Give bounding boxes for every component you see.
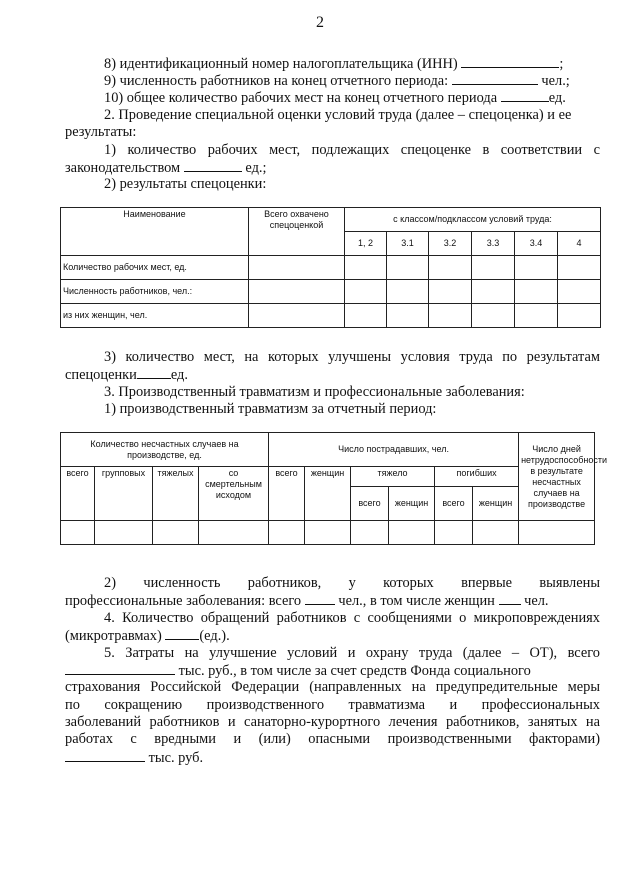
table-cell[interactable]	[472, 256, 515, 280]
table-cell[interactable]	[345, 256, 387, 280]
dead-women: женщин	[473, 487, 519, 521]
occupational-unit: чел.	[524, 593, 549, 609]
section-2-item-3: 3) количество мест, на которых улучшены условия труда по результатам	[104, 349, 600, 365]
section-2-item-3-unit: ед.	[170, 367, 188, 383]
table-cell[interactable]	[305, 521, 351, 545]
fss-costs-unit: тыс. руб.	[148, 750, 204, 766]
occupational-label: профессиональные заболевания: всего	[65, 593, 302, 609]
table-cell[interactable]	[558, 304, 601, 328]
item-10-label: 10) общее количество рабочих мест на конец отчетного периода	[104, 90, 498, 106]
class-4: 4	[558, 232, 601, 256]
section-2-item-1-unit: ед.;	[245, 160, 267, 176]
cases-severe: тяжелых	[153, 467, 199, 521]
class-3-1: 3.1	[387, 232, 429, 256]
table-cell[interactable]	[249, 280, 345, 304]
inn-field[interactable]	[461, 55, 559, 68]
header-class: с классом/подклассом условий труда:	[345, 208, 601, 232]
table-cell[interactable]	[429, 304, 472, 328]
section-5-line-5: заболеваний работников и санаторно-курортного лечения работников, занятых на	[65, 714, 600, 730]
item-8: 8) идентификационный номер налогоплательщика (ИНН) ;	[104, 56, 564, 72]
item-9-label: 9) численность работников на конец отчетного периода:	[104, 73, 449, 89]
table-row	[61, 521, 595, 545]
table-cell[interactable]	[473, 521, 519, 545]
section-2-item-1: 1) количество рабочих мест, подлежащих спецоценке в соответствии с	[104, 142, 600, 158]
table-cell[interactable]	[472, 304, 515, 328]
victims-dead: погибших	[435, 467, 519, 487]
section-5-line-2	[65, 662, 531, 680]
class-1-2: 1, 2	[345, 232, 387, 256]
table-cell[interactable]	[429, 280, 472, 304]
table-cell[interactable]	[472, 280, 515, 304]
cases-group: групповых	[95, 467, 153, 521]
occupational-women-label: чел., в том числе женщин	[338, 593, 495, 609]
section-3-heading: 3. Производственный травматизм и профессиональные заболевания:	[104, 384, 525, 400]
section-4-heading: 4. Количество обращений работников с сообщениями о микроповреждениях	[104, 610, 600, 626]
row-label: Количество рабочих мест, ед.	[61, 256, 249, 280]
dead-total: всего	[435, 487, 473, 521]
victims-women: женщин	[305, 467, 351, 521]
table-cell[interactable]	[61, 521, 95, 545]
injuries-table	[60, 432, 608, 545]
microtrauma-unit: (ед.).	[199, 628, 230, 644]
row-label: Численность работников, чел.:	[61, 280, 249, 304]
microtrauma-label: (микротравмах)	[65, 628, 162, 644]
victims-severe: тяжело	[351, 467, 435, 487]
microtrauma-field[interactable]	[165, 627, 199, 640]
header-cases: Количество несчастных случаев на производстве, ед.	[61, 433, 269, 467]
table-row	[61, 304, 601, 328]
table-cell[interactable]	[249, 256, 345, 280]
cases-fatal: со смертельным исходом	[199, 467, 269, 521]
table-cell[interactable]	[249, 304, 345, 328]
section-4-cont	[65, 627, 230, 645]
item-10-unit: ед.	[548, 90, 566, 106]
employees-count-field[interactable]	[452, 72, 538, 85]
table-cell[interactable]	[387, 304, 429, 328]
table-row	[61, 280, 601, 304]
section-3-item-2: 2) численность работников, у которых впервые выявлены	[104, 575, 600, 591]
section-5-line-6: работах с вредными и (или) опасными производственными факторами)	[65, 731, 600, 747]
fss-costs-field[interactable]	[65, 749, 145, 762]
section-5-line-3: страхования Российской Федерации (направленных на предупредительные меры	[65, 679, 600, 695]
severe-total: всего	[351, 487, 389, 521]
assessment-places-field[interactable]	[184, 159, 242, 172]
header-total-assessed: Всего охвачено спецоценкой	[249, 208, 345, 256]
header-name: Наименование	[61, 208, 249, 256]
header-victims: Число пострадавших, чел.	[269, 433, 519, 467]
occupational-total-field[interactable]	[305, 592, 335, 605]
section-5-heading: 5. Затраты на улучшение условий и охрану труда (далее – ОТ), всего	[104, 645, 600, 661]
workplaces-count-field[interactable]	[501, 89, 549, 102]
item-9	[104, 72, 570, 90]
section-2-item-1-cont	[65, 159, 267, 177]
item-8-label: 8) идентификационный номер налогоплательщика (ИНН)	[104, 56, 458, 72]
table-cell[interactable]	[269, 521, 305, 545]
victims-total: всего	[269, 467, 305, 521]
table-cell[interactable]	[515, 304, 558, 328]
section-2-item-1-label: законодательством	[65, 160, 181, 176]
table-cell[interactable]	[153, 521, 199, 545]
header-disability-days: Число дней нетрудоспособности в результате несчастных случаев на производстве	[519, 433, 595, 521]
section-2-heading-cont: результаты:	[65, 124, 137, 140]
table-cell[interactable]	[389, 521, 435, 545]
table-cell[interactable]	[519, 521, 595, 545]
table-cell[interactable]	[199, 521, 269, 545]
table-cell[interactable]	[558, 256, 601, 280]
table-cell[interactable]	[429, 256, 472, 280]
class-3-2: 3.2	[429, 232, 472, 256]
item-10	[104, 89, 566, 107]
section-3-item-1: 1) производственный травматизм за отчетный период:	[104, 401, 437, 417]
table-cell[interactable]	[345, 304, 387, 328]
table-cell[interactable]	[435, 521, 473, 545]
section-2-item-3-cont	[65, 366, 188, 384]
section-2-item-3-label: спецоценки	[65, 367, 137, 383]
section-5-line-7	[65, 749, 203, 767]
table-row	[61, 256, 601, 280]
table-cell[interactable]	[387, 256, 429, 280]
table-cell[interactable]	[345, 280, 387, 304]
table-cell[interactable]	[95, 521, 153, 545]
item-9-unit: чел.;	[541, 73, 570, 89]
ot-costs-total-field[interactable]	[65, 662, 175, 675]
section-5-line-4: по сокращению производственного травматизма и профессиональных	[65, 697, 600, 713]
occupational-women-field[interactable]	[499, 592, 521, 605]
improved-places-field[interactable]	[137, 366, 171, 379]
table-cell[interactable]	[515, 256, 558, 280]
assessment-results-table	[60, 207, 601, 328]
table-cell[interactable]	[351, 521, 389, 545]
table-cell[interactable]	[387, 280, 429, 304]
section-3-item-2-cont	[65, 592, 549, 610]
severe-women: женщин	[389, 487, 435, 521]
page-number: 2	[316, 14, 324, 31]
class-3-3: 3.3	[472, 232, 515, 256]
table-cell[interactable]	[558, 280, 601, 304]
section-5-line-2-text: тыс. руб., в том числе за счет средств Фонда социального	[178, 663, 531, 679]
class-3-4: 3.4	[515, 232, 558, 256]
section-2-heading: 2. Проведение специальной оценки условий труда (далее – спецоценка) и ее	[104, 107, 572, 123]
row-label: из них женщин, чел.	[61, 304, 249, 328]
table-cell[interactable]	[515, 280, 558, 304]
section-2-item-2: 2) результаты спецоценки:	[104, 176, 267, 192]
cases-total: всего	[61, 467, 95, 521]
